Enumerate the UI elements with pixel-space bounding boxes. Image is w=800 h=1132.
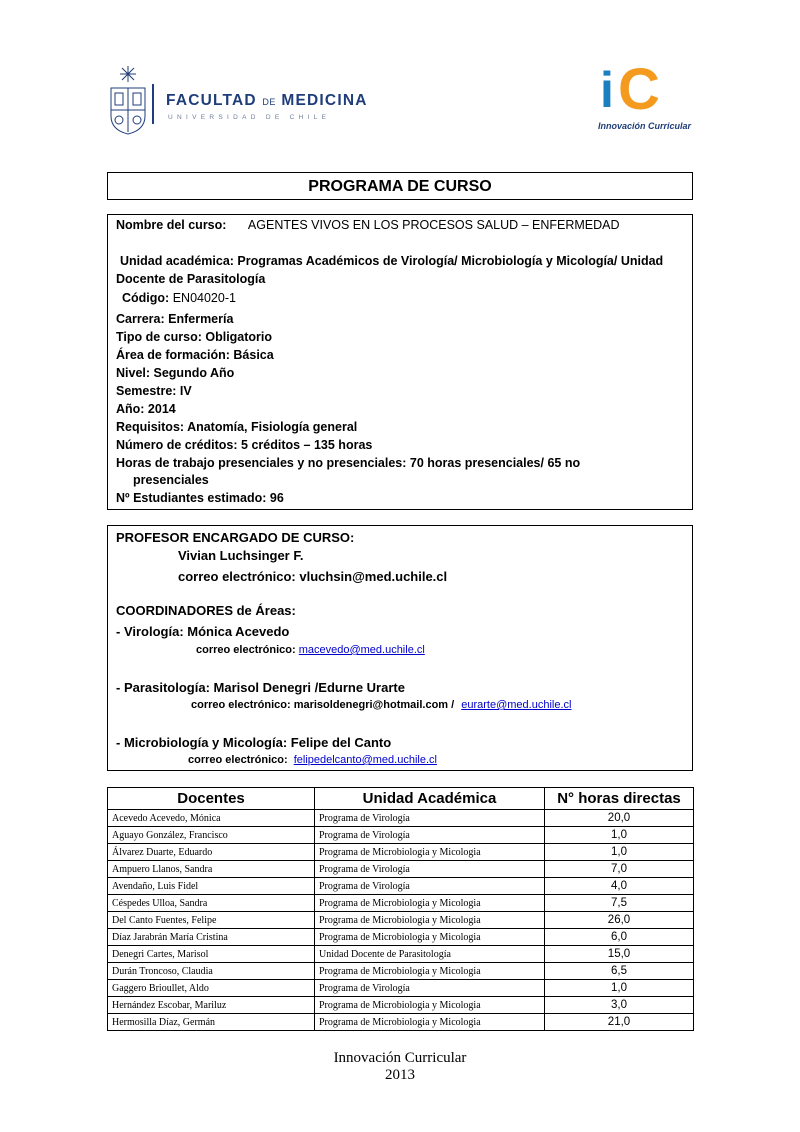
course-code-label: Código: (122, 291, 170, 305)
level: Nivel: Segundo Año (116, 366, 235, 380)
academic-unit-cell: Programa de Microbiologia y Micologia (315, 963, 545, 980)
virology-coordinator: - Virología: Mónica Acevedo (116, 624, 290, 639)
professor-box (107, 525, 693, 771)
footer-line1: Innovación Curricular (333, 1050, 467, 1066)
academic-unit-cell: Programa de Microbiologia y Micologia (315, 895, 545, 912)
table-row (108, 929, 694, 946)
direct-hours-cell: 15,0 (545, 946, 694, 963)
table-row (108, 963, 694, 980)
requirements: Requisitos: Anatomía, Fisiología general (116, 420, 358, 434)
coordinators-heading: COORDINADORES de Áreas: (116, 603, 296, 618)
column-header-hours: N° horas directas (545, 788, 694, 810)
direct-hours-cell: 26,0 (545, 912, 694, 929)
professor-name: Vivian Luchsinger F. (178, 548, 304, 563)
academic-unit-cell: Unidad Docente de Parasitología (315, 946, 545, 963)
table-row (108, 895, 694, 912)
direct-hours-cell: 4,0 (545, 878, 694, 895)
innovacion-curricular-logo (596, 57, 692, 139)
footer-line2: 2013 (385, 1067, 415, 1083)
teacher-name-cell: Durán Troncoso, Claudia (108, 963, 315, 980)
virology-email-link[interactable]: macevedo@med.uchile.cl (298, 644, 425, 656)
page-footer (0, 1050, 800, 1084)
faculty-logo (108, 64, 368, 138)
direct-hours-cell: 21,0 (545, 1014, 694, 1031)
academic-unit-cell: Programa de Virología (315, 980, 545, 997)
table-body (108, 810, 694, 1031)
teacher-name-cell: Céspedes Ulloa, Sandra (108, 895, 315, 912)
academic-unit-cell: Programa de Virología (315, 810, 545, 827)
table-row (108, 997, 694, 1014)
table-header-row (108, 788, 694, 810)
parasitology-coordinator: - Parasitología: Marisol Denegri /Edurne Urarte (116, 680, 405, 695)
course-info-box (107, 214, 693, 510)
table-row (108, 912, 694, 929)
parasitology-email-link[interactable]: eurarte@med.uchile.cl (461, 699, 572, 711)
academic-unit-cell: Programa de Virología (315, 827, 545, 844)
course-code-row (122, 291, 236, 305)
teacher-name-cell: Del Canto Fuentes, Felipe (108, 912, 315, 929)
teacher-name-cell: Gaggero Brioullet, Aldo (108, 980, 315, 997)
ic-logo-text: Innovación Curricular (598, 121, 692, 131)
microbiology-coordinator: - Microbiología y Micología: Felipe del Canto (116, 735, 392, 750)
table-row (108, 827, 694, 844)
teacher-name-cell: Denegri Cartes, Marisol (108, 946, 315, 963)
work-hours-line1: Horas de trabajo presenciales y no presenciales: 70 horas presenciales/ 65 no (116, 456, 581, 470)
table-row (108, 810, 694, 827)
table-row (108, 861, 694, 878)
academic-unit-cell: Programa de Microbiologia y Micologia (315, 1014, 545, 1031)
teacher-name-cell: Avendaño, Luis Fidel (108, 878, 315, 895)
teachers-table (107, 787, 694, 1031)
training-area: Área de formación: Básica (116, 348, 274, 362)
direct-hours-cell: 1,0 (545, 980, 694, 997)
direct-hours-cell: 1,0 (545, 827, 694, 844)
academic-unit-cell: Programa de Microbiologia y Micologia (315, 844, 545, 861)
faculty-title: FACULTAD DE MEDICINA (166, 92, 368, 109)
semester: Semestre: IV (116, 384, 192, 398)
professor-heading: PROFESOR ENCARGADO DE CURSO: (116, 530, 355, 545)
direct-hours-cell: 7,5 (545, 895, 694, 912)
course-name-value: AGENTES VIVOS EN LOS PROCESOS SALUD – ENFERMEDAD (247, 218, 620, 232)
academic-unit-cell: Programa de Microbiologia y Micologia (315, 929, 545, 946)
course-type: Tipo de curso: Obligatorio (116, 330, 273, 344)
faculty-subtitle: UNIVERSIDAD DE CHILE (168, 114, 331, 121)
teacher-name-cell: Ampuero Llanos, Sandra (108, 861, 315, 878)
parasitology-email-row (191, 699, 571, 711)
teacher-name-cell: Acevedo Acevedo, Mónica (108, 810, 315, 827)
course-code-value: EN04020-1 (172, 291, 236, 305)
direct-hours-cell: 1,0 (545, 844, 694, 861)
teacher-name-cell: Díaz Jarabrán María Cristina (108, 929, 315, 946)
table-row (108, 1014, 694, 1031)
page-title-box (107, 172, 693, 200)
column-header-unit: Unidad Académica (315, 788, 545, 810)
microbiology-email-link[interactable]: felipedelcanto@med.uchile.cl (293, 754, 437, 766)
microbiology-email-label: correo electrónico: (188, 754, 288, 766)
teacher-name-cell: Álvarez Duarte, Eduardo (108, 844, 315, 861)
ic-logo-c: C (618, 57, 660, 122)
page-title: PROGRAMA DE CURSO (308, 178, 492, 195)
estimated-students: Nº Estudiantes estimado: 96 (116, 491, 284, 505)
year: Año: 2014 (116, 402, 176, 416)
academic-unit-cell: Programa de Microbiologia y Micologia (315, 997, 545, 1014)
academic-unit-cell: Programa de Virología (315, 878, 545, 895)
column-header-teachers: Docentes (108, 788, 315, 810)
direct-hours-cell: 6,0 (545, 929, 694, 946)
table-row (108, 878, 694, 895)
virology-email-label: correo electrónico: (196, 644, 296, 656)
academic-unit-cell: Programa de Virología (315, 861, 545, 878)
academic-unit-line1: Unidad académica: Programas Académicos de Virología/ Microbiología y Micología/ Unidad (120, 254, 664, 268)
teacher-name-cell: Hermosilla Díaz, Germán (108, 1014, 315, 1031)
table-row (108, 844, 694, 861)
course-name-row (116, 218, 620, 232)
direct-hours-cell: 7,0 (545, 861, 694, 878)
career: Carrera: Enfermería (116, 312, 234, 326)
university-crest-icon (108, 64, 148, 136)
academic-unit-line2: Docente de Parasitología (116, 272, 266, 286)
academic-unit-cell: Programa de Microbiologia y Micologia (315, 912, 545, 929)
virology-email-row (196, 644, 425, 656)
table-row (108, 980, 694, 997)
direct-hours-cell: 3,0 (545, 997, 694, 1014)
table-row (108, 946, 694, 963)
parasitology-email-label: correo electrónico: marisoldenegri@hotmail.com / (191, 699, 455, 711)
direct-hours-cell: 20,0 (545, 810, 694, 827)
microbiology-email-row (188, 754, 437, 766)
work-hours-line2: presenciales (133, 473, 209, 487)
credits: Número de créditos: 5 créditos – 135 horas (116, 438, 373, 452)
course-name-label: Nombre del curso: (116, 218, 227, 232)
logo-divider (152, 84, 154, 124)
professor-email: correo electrónico: vluchsin@med.uchile.cl (178, 569, 448, 584)
teacher-name-cell: Hernández Escobar, Mariluz (108, 997, 315, 1014)
ic-logo-i: i (600, 62, 614, 118)
teacher-name-cell: Aguayo González, Francisco (108, 827, 315, 844)
direct-hours-cell: 6,5 (545, 963, 694, 980)
